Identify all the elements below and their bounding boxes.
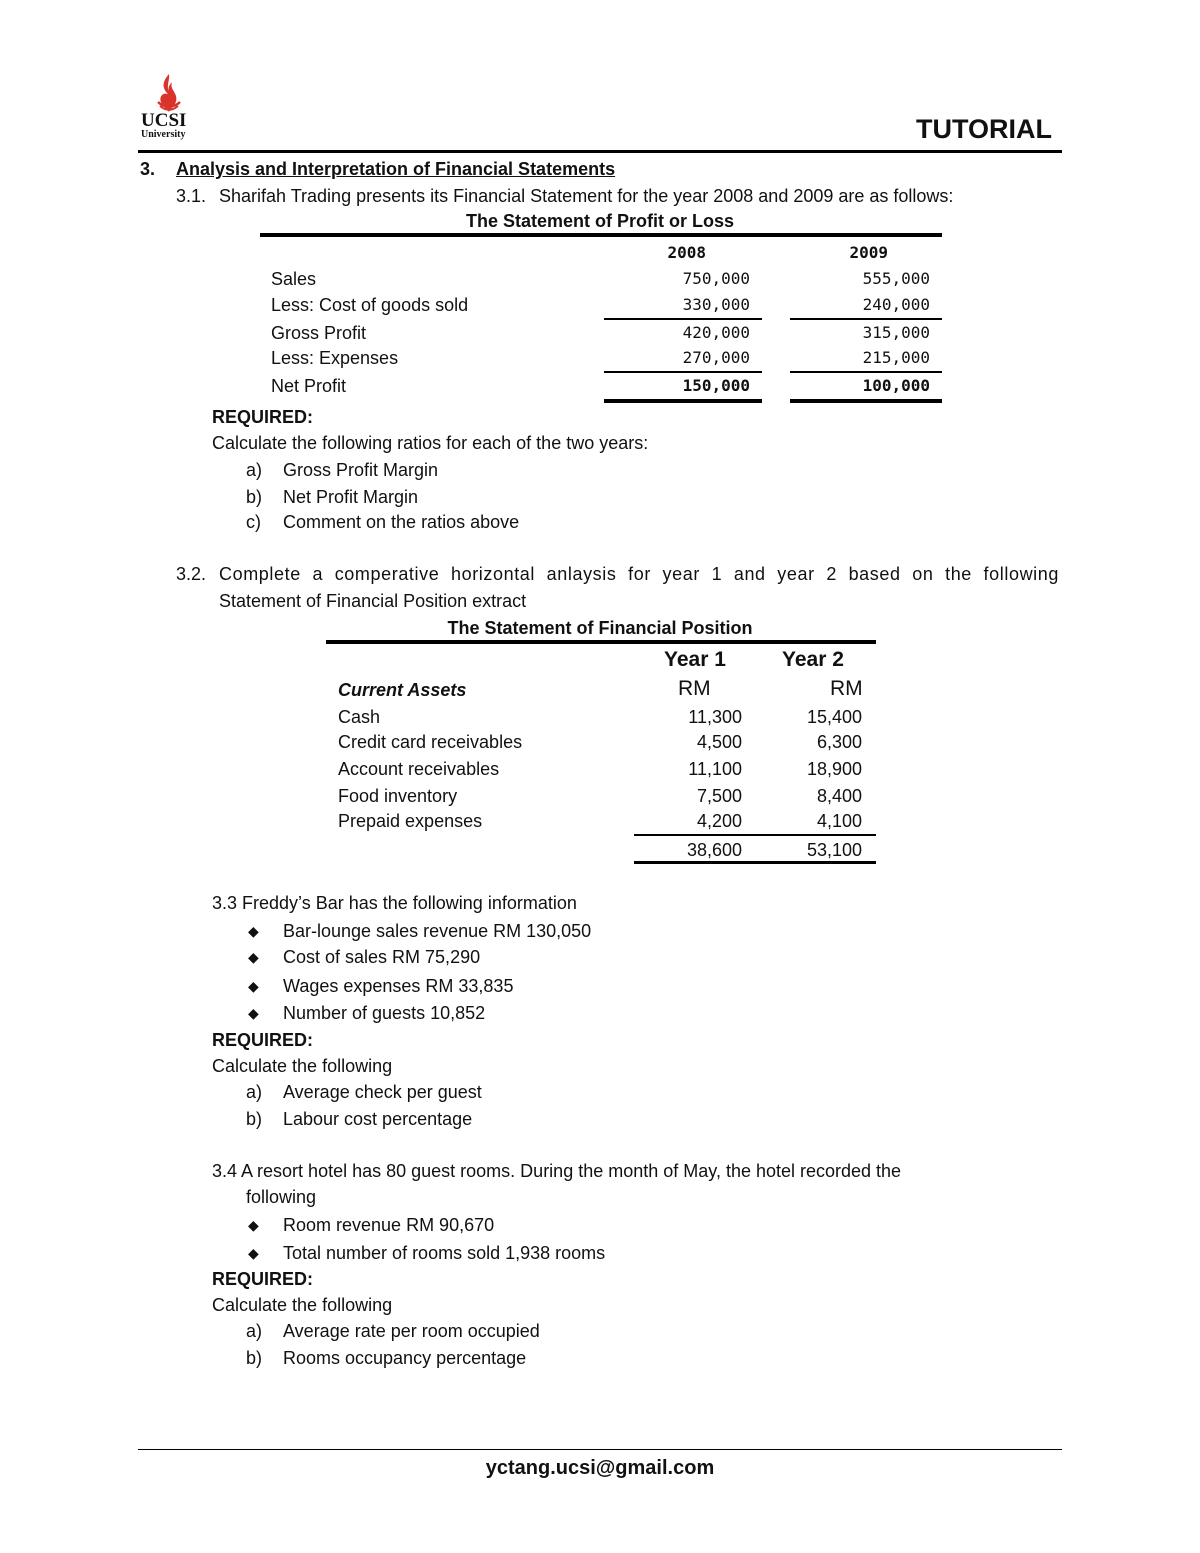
q31-required: REQUIRED: [212,407,314,427]
pl-row-2008: 330,000 [682,295,750,314]
fp-row-year1: 4,500 [696,732,742,752]
diamond-bullet-icon: ◆ [248,949,259,965]
pl-row-label: Less: Cost of goods sold [271,295,469,315]
list-item-text: Wages expenses RM 33,835 [283,976,514,996]
list-item-mark: c) [246,512,261,532]
pl-row-2008: 270,000 [682,348,750,367]
q34-line1: 3.4 A resort hotel has 80 guest rooms. During the month of May, the hotel recorded the [212,1161,902,1181]
pl-row-label: Net Profit [271,376,347,396]
q31-number: 3.1. [176,186,207,206]
fp-row-label: Prepaid expenses [338,811,483,831]
list-item-text: Rooms occupancy percentage [283,1348,527,1368]
diamond-bullet-icon: ◆ [248,1217,259,1233]
pl-row-2009: 555,000 [862,269,930,288]
diamond-bullet-icon: ◆ [248,978,259,994]
fp-row-label: Cash [338,707,381,727]
list-item-mark: b) [246,1348,263,1368]
header-rule [138,150,1062,153]
pl-row-label: Gross Profit [271,323,367,343]
q34-required: REQUIRED: [212,1269,314,1289]
fp-row-year2: 15,400 [806,707,862,727]
q33-intro: 3.3 Freddy’s Bar has the following information [212,893,577,913]
fp-row-year1: 11,100 [688,759,742,779]
q32-number: 3.2. [176,564,207,584]
fp-row-label: Account receivables [338,759,500,779]
pl-subtotal-rule-2008 [604,318,762,320]
fp-group-label: Current Assets [338,680,467,700]
fp-row-year2: 4,100 [816,811,862,831]
pl-top-rule [260,233,942,237]
list-item-text: Average check per guest [283,1082,482,1102]
pl-row-2008: 420,000 [682,323,750,342]
pl-subtotal-rule-2009 [790,318,942,320]
list-item-text: Room revenue RM 90,670 [283,1215,495,1235]
list-item-mark: a) [246,1321,263,1341]
fp-row-label: Food inventory [338,786,458,806]
logo-subtext: University [141,129,186,140]
list-item-text: Number of guests 10,852 [283,1003,486,1023]
list-item-text: Average rate per room occupied [283,1321,540,1341]
fp-top-rule [326,640,876,644]
list-item-text: Comment on the ratios above [283,512,520,532]
fp-total-rule [634,861,876,864]
pl-total-rule-2009 [790,371,942,373]
pl-row-2008: 150,000 [682,376,750,395]
fp-table-title: The Statement of Financial Position [447,618,753,638]
fp-row-year1: 11,300 [688,707,742,727]
list-item-mark: a) [246,460,263,480]
pl-col-2009: 2009 [849,243,888,262]
fp-col-year2: Year 2 [782,648,844,671]
list-item-text: Gross Profit Margin [283,460,439,480]
list-item-mark: a) [246,1082,263,1102]
q34-instruction: Calculate the following [212,1295,393,1315]
q31-intro: Sharifah Trading presents its Financial Statement for the year 2008 and 2009 are as follows: [219,186,954,206]
ucsi-logo [138,72,200,142]
q34-line2: following [246,1187,317,1207]
pl-row-2009: 215,000 [862,348,930,367]
fp-total-year1: 38,600 [686,840,742,860]
pl-row-2009: 100,000 [862,376,930,395]
flame-icon [138,72,200,114]
fp-row-year2: 6,300 [816,732,862,752]
q31-instruction: Calculate the following ratios for each of the two years: [212,433,649,453]
footer-email: yctang.ucsi@gmail.com [485,1457,715,1479]
pl-row-label: Sales [271,269,317,289]
diamond-bullet-icon: ◆ [248,923,259,939]
pl-double-rule-2009 [790,399,942,403]
page-header-title: TUTORIAL [916,114,1052,144]
fp-row-year1: 7,500 [696,786,742,806]
pl-row-label: Less: Expenses [271,348,399,368]
q32-line1: Complete a comperative horizontal anlaysis for year 1 and year 2 based on the following [219,564,1059,584]
q32-line2: Statement of Financial Position extract [219,591,527,611]
pl-double-rule-2008 [604,399,762,403]
fp-row-label: Credit card receivables [338,732,523,752]
q33-required: REQUIRED: [212,1030,314,1050]
fp-row-year2: 18,900 [806,759,862,779]
list-item-text: Bar-lounge sales revenue RM 130,050 [283,921,592,941]
logo-text: UCSI [141,110,187,131]
list-item-mark: b) [246,487,263,507]
pl-table-title: The Statement of Profit or Loss [465,211,735,231]
pl-total-rule-2008 [604,371,762,373]
fp-unit-year2: RM [830,677,863,700]
section-title: Analysis and Interpretation of Financial Statements [176,159,616,179]
pl-col-2008: 2008 [667,243,706,262]
footer-rule [138,1449,1062,1450]
fp-total-year2: 53,100 [806,840,862,860]
list-item-text: Cost of sales RM 75,290 [283,947,481,967]
list-item-text: Net Profit Margin [283,487,419,507]
fp-subtotal-rule [634,834,876,836]
fp-row-year2: 8,400 [816,786,862,806]
pl-row-2009: 240,000 [862,295,930,314]
pl-row-2009: 315,000 [862,323,930,342]
q33-instruction: Calculate the following [212,1056,393,1076]
fp-unit-year1: RM [678,677,711,700]
diamond-bullet-icon: ◆ [248,1245,259,1261]
list-item-text: Labour cost percentage [283,1109,473,1129]
fp-row-year1: 4,200 [696,811,742,831]
section-number: 3. [140,159,156,179]
diamond-bullet-icon: ◆ [248,1005,259,1021]
fp-col-year1: Year 1 [664,648,726,671]
pl-row-2008: 750,000 [682,269,750,288]
list-item-mark: b) [246,1109,263,1129]
list-item-text: Total number of rooms sold 1,938 rooms [283,1243,606,1263]
